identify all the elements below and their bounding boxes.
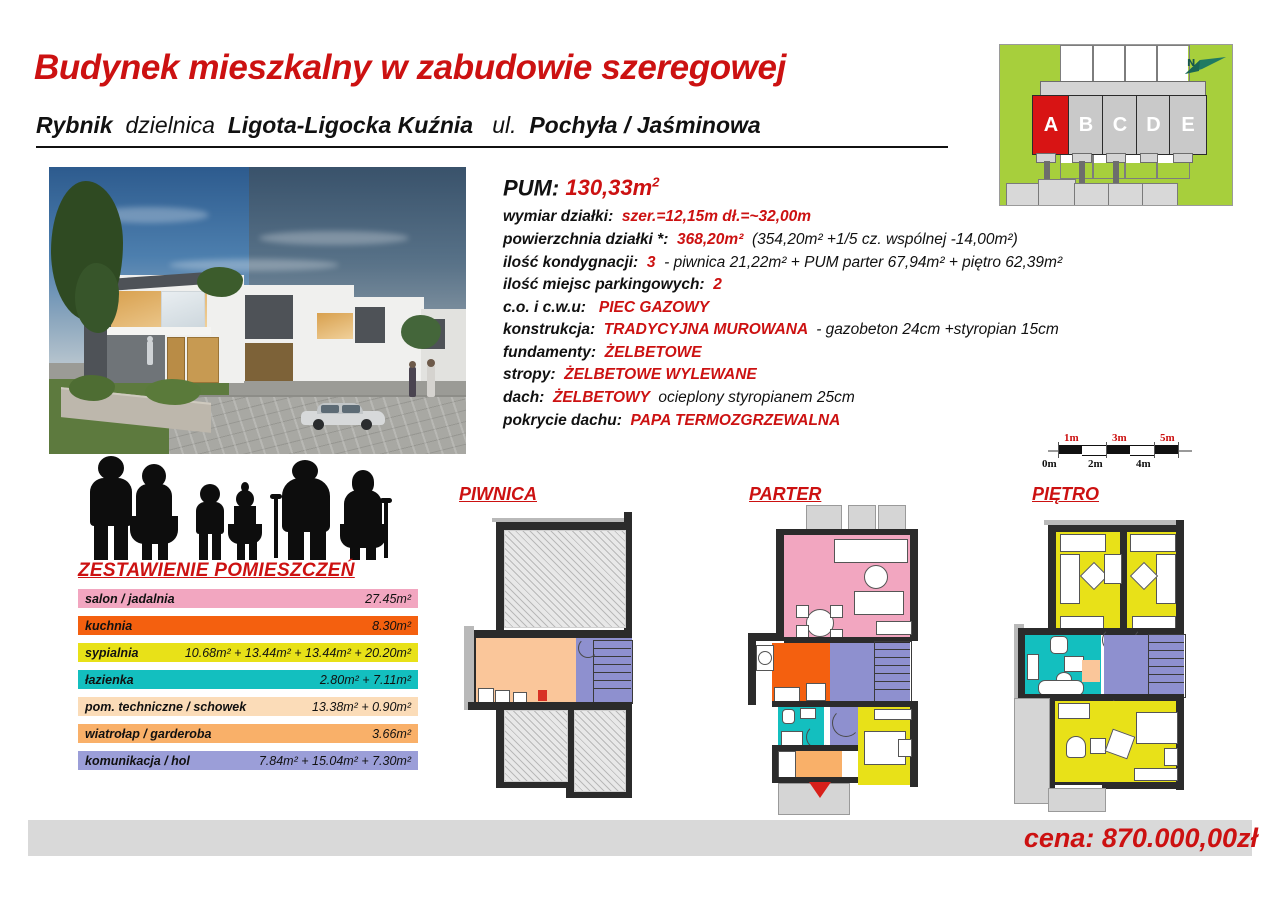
- figure-girl-leg: [249, 542, 257, 560]
- spec-value: ŻELBETOWE: [604, 343, 702, 361]
- room-name: komunikacja / hol: [85, 753, 190, 768]
- spec-pum-sup: 2: [652, 175, 660, 190]
- figure-woman-skirt: [130, 516, 178, 544]
- site-plan-unit-c[interactable]: [1102, 95, 1138, 155]
- scale-bar-segment: [1154, 445, 1178, 454]
- stove: [806, 683, 826, 701]
- specifications-block: [503, 168, 1203, 432]
- site-plan-unit-a[interactable]: [1032, 95, 1070, 155]
- scale-bar-segment: [1130, 445, 1154, 456]
- closet-first: [1082, 660, 1100, 682]
- spec-pum: [503, 168, 1203, 203]
- stair-tread: [1148, 682, 1184, 684]
- wall: [496, 522, 632, 530]
- stair-tread: [593, 648, 631, 650]
- side-table: [1090, 738, 1106, 754]
- unexcavated-area: [574, 710, 626, 792]
- spec-row-ceilings: [503, 364, 1203, 387]
- spec-row-parking: [503, 274, 1203, 297]
- room-area: 2.80m² + 7.11m²: [319, 672, 411, 687]
- figure-walker: [384, 500, 388, 558]
- wall: [496, 702, 504, 788]
- window-frame: [1134, 768, 1178, 781]
- scale-bar-segment: [1106, 445, 1130, 454]
- stair-tread: [593, 680, 631, 682]
- room-name: salon / jadalnia: [85, 591, 175, 606]
- bed: [1060, 554, 1080, 604]
- figure-cane: [274, 496, 278, 558]
- car: [301, 403, 385, 429]
- figure-girl-leg: [237, 542, 245, 560]
- unexcavated-area: [504, 530, 626, 628]
- stair-tread: [874, 673, 910, 675]
- location-subtitle: [36, 112, 966, 139]
- figure-boy-head: [200, 484, 220, 504]
- spec-row-roof-cover: [503, 410, 1203, 433]
- spec-pum-label: PUM:: [503, 175, 560, 201]
- window-band: [245, 295, 293, 339]
- site-plan-unit-label: C: [1112, 113, 1128, 136]
- room-row-lazienka: [78, 670, 418, 689]
- figure-elder-man-leg: [310, 528, 326, 560]
- wall: [1048, 525, 1184, 532]
- front-door: [167, 337, 185, 383]
- boiler: [538, 690, 547, 701]
- site-plan-unit-label: D: [1146, 113, 1161, 136]
- wall-light: [464, 626, 474, 710]
- coffee-table: [864, 565, 888, 589]
- scale-label-4m: 4m: [1136, 458, 1151, 470]
- wall: [468, 630, 632, 638]
- stair-tread: [874, 649, 910, 651]
- scale-bar-tick: [1106, 442, 1107, 458]
- stair-tread: [874, 657, 910, 659]
- scale-bar-tick: [1178, 442, 1179, 458]
- room-name: pom. techniczne / schowek: [85, 699, 247, 714]
- room-area: 10.68m² + 13.44m² + 13.44m² + 20.20m²: [184, 645, 411, 660]
- spec-row-construction: [503, 319, 1203, 342]
- window-small: [297, 319, 307, 343]
- room-row-sypialnia: [78, 643, 418, 662]
- figure-elder-man-body: [282, 478, 330, 532]
- wall: [772, 745, 778, 783]
- room-area: 27.45m²: [365, 591, 411, 606]
- wardrobe: [1164, 748, 1178, 766]
- stair-tread: [593, 688, 631, 690]
- entry-recess: [107, 335, 165, 383]
- stair-tread: [1148, 658, 1184, 660]
- room-name: wiatrołap / garderoba: [85, 726, 212, 741]
- room-row-wiatrolap: [78, 724, 418, 743]
- chair: [796, 605, 809, 618]
- room-area: 13.38m² + 0.90m²: [311, 699, 411, 714]
- city-name: Rybnik: [36, 112, 113, 138]
- scale-label-2m: 2m: [1088, 458, 1103, 470]
- window-band: [355, 307, 385, 343]
- wall: [748, 633, 756, 705]
- figure-woman-leg: [142, 542, 152, 560]
- room-schedule-title: ZESTAWIENIE POMIESZCZEŃ: [78, 560, 355, 581]
- door-swing-icon: [832, 709, 860, 737]
- room-row-salon: [78, 589, 418, 608]
- figure-elder-woman-leg: [366, 546, 376, 560]
- wall: [1176, 520, 1184, 632]
- car-wheel: [313, 419, 324, 430]
- bed: [1136, 712, 1178, 744]
- spec-label: stropy:: [503, 366, 556, 384]
- desk: [1104, 554, 1122, 584]
- balcony-slab: [107, 327, 211, 335]
- site-plan-porch: [1140, 153, 1158, 163]
- site-plan-porch: [1173, 153, 1193, 163]
- spec-row-plot-size: [503, 206, 1203, 229]
- site-plan-unit-b[interactable]: [1068, 95, 1104, 155]
- room-area: 3.66m²: [372, 726, 411, 741]
- wall: [468, 702, 632, 710]
- chair: [830, 605, 843, 618]
- stair-tread: [1148, 674, 1184, 676]
- scale-bar-tick: [1154, 442, 1155, 458]
- wall: [1018, 628, 1025, 698]
- spec-row-storeys: [503, 252, 1203, 275]
- wall: [496, 522, 504, 634]
- spec-value: szer.=12,15m dł.=~32,00m: [621, 208, 812, 226]
- spec-note: - piwnica 21,22m² + PUM parter 67,94m² + piętro 62,39m²: [664, 253, 1063, 271]
- scale-label-3m: 3m: [1112, 432, 1127, 444]
- person-head: [409, 361, 416, 368]
- site-plan-unit-d[interactable]: [1136, 95, 1171, 155]
- unexcavated-area: [504, 710, 568, 782]
- spec-label: wymiar działki:: [503, 208, 614, 226]
- room-vestibule: [794, 751, 842, 779]
- figure-elder-woman-leg: [350, 546, 360, 560]
- cloud: [169, 259, 339, 271]
- person-head: [427, 359, 435, 367]
- room-name: łazienka: [85, 672, 134, 687]
- scale-label-5m: 5m: [1160, 432, 1175, 444]
- spec-row-heating: [503, 297, 1203, 320]
- stair-tread: [593, 656, 631, 658]
- window-glass: [161, 291, 205, 329]
- bed: [1156, 554, 1176, 604]
- floorplan-basement: [462, 512, 652, 812]
- floorplan-title-basement: PIWNICA: [459, 484, 537, 504]
- spec-value: PAPA TERMOZGRZEWALNA: [630, 411, 841, 429]
- car-window: [321, 405, 339, 413]
- person-figure: [427, 365, 435, 397]
- spec-label: pokrycie dachu:: [503, 411, 622, 429]
- wardrobe: [1060, 534, 1106, 552]
- room-schedule-table: [78, 589, 418, 778]
- room-row-kuchnia: [78, 616, 418, 635]
- spec-value: ŻELBETOWY: [552, 389, 650, 407]
- spec-label: ilość miejsc parkingowych:: [503, 276, 705, 294]
- spec-label: dach:: [503, 389, 545, 407]
- cloud: [259, 231, 409, 245]
- cabinet: [1027, 654, 1039, 680]
- scale-bar: [1042, 432, 1198, 474]
- window-lit: [317, 313, 353, 339]
- stair-tread: [593, 664, 631, 666]
- person-figure: [147, 341, 153, 365]
- floorplan-title-first: PIĘTRO: [1032, 484, 1100, 504]
- family-silhouette-graphic: [78, 456, 390, 560]
- tree: [401, 315, 441, 349]
- wardrobe: [1130, 534, 1176, 552]
- stair-tread: [1148, 650, 1184, 652]
- room-name: sypialnia: [85, 645, 139, 660]
- car-window: [342, 405, 360, 413]
- spec-row-plot-area: [503, 229, 1203, 252]
- wall: [1048, 525, 1056, 631]
- spec-note: ocieplony styropianem 25cm: [658, 389, 855, 407]
- floorplan-ground: [748, 505, 938, 815]
- site-plan-unit-label: B: [1078, 113, 1094, 136]
- room-area: 7.84m² + 15.04m² + 7.30m²: [258, 753, 411, 768]
- district-name: Ligota-Ligocka Kuźnia: [227, 112, 474, 138]
- site-plan-unit-label: E: [1181, 113, 1195, 136]
- spec-note: - gazobeton 24cm +styropian 15cm: [816, 321, 1059, 339]
- spec-label: fundamenty:: [503, 343, 596, 361]
- kitchen-counter: [774, 687, 800, 702]
- site-plan-unit-e[interactable]: [1169, 95, 1207, 155]
- scale-bar-segment: [1082, 445, 1106, 456]
- stair-tread: [874, 681, 910, 683]
- figure-elder-woman-skirt: [340, 524, 386, 548]
- stair-tread: [1148, 642, 1184, 644]
- north-arrow-icon: [1182, 55, 1228, 81]
- spec-label: ilość kondygnacji:: [503, 253, 639, 271]
- figure-girl-skirt: [228, 524, 262, 544]
- wardrobe: [898, 739, 912, 757]
- room-row-techniczne: [78, 697, 418, 716]
- sideboard: [1058, 703, 1090, 719]
- figure-man-head: [98, 456, 124, 480]
- title-divider: [36, 146, 948, 148]
- person-figure: [409, 367, 416, 397]
- figure-elder-man-leg: [288, 528, 304, 560]
- floorplan-title-ground: PARTER: [749, 484, 822, 504]
- person-head: [147, 336, 153, 342]
- timber-screen: [187, 337, 219, 383]
- washbasin: [1064, 656, 1084, 672]
- wall: [776, 529, 784, 641]
- figure-cane-handle: [270, 494, 282, 499]
- stair-tread: [874, 689, 910, 691]
- figure-man-leg: [94, 522, 108, 560]
- balcony-slab: [1048, 788, 1106, 812]
- tree: [197, 267, 243, 297]
- scale-bar-tick: [1058, 442, 1059, 458]
- shrub: [69, 375, 115, 401]
- spec-value: PIEC GAZOWY: [598, 298, 710, 316]
- site-plan-unit-label: A: [1043, 113, 1059, 136]
- spec-value: 3: [646, 253, 656, 271]
- timber-screen: [245, 343, 293, 381]
- sink: [758, 651, 772, 665]
- spec-pum-value: 130,33m: [565, 175, 653, 201]
- spec-value: ŻELBETOWE WYLEWANE: [564, 366, 757, 384]
- scale-label-0m: 0m: [1042, 458, 1057, 470]
- room-area: 8.30m²: [372, 618, 411, 633]
- price-text: cena: 870.000,00zł: [1023, 823, 1258, 853]
- door-swing-icon: [578, 638, 598, 658]
- entry-arrow-icon: [808, 781, 832, 799]
- spec-row-roof: [503, 387, 1203, 410]
- page-title: Budynek mieszkalny w zabudowie szeregowej: [34, 48, 786, 87]
- room-name: kuchnia: [85, 618, 133, 633]
- spec-row-foundations: [503, 342, 1203, 365]
- district-label: dzielnica: [125, 112, 215, 138]
- scale-label-1m: 1m: [1064, 432, 1079, 444]
- car-wheel: [361, 419, 372, 430]
- figure-girl-bow: [241, 482, 249, 492]
- stair-tread: [874, 665, 910, 667]
- figure-walker-handle: [380, 498, 392, 503]
- toilet: [1050, 636, 1068, 654]
- figure-boy-leg: [199, 530, 208, 560]
- figure-man-body: [90, 478, 132, 526]
- sofa: [854, 591, 904, 615]
- figure-man-leg: [114, 522, 128, 560]
- spec-value: 2: [713, 276, 722, 294]
- sideboard: [876, 621, 912, 635]
- building-rendering: [49, 167, 466, 454]
- spec-note: (354,20m² +1/5 cz. wspólnej -14,00m²): [751, 230, 1018, 248]
- stair-tread: [593, 672, 631, 674]
- stair-tread: [1148, 666, 1184, 668]
- balcony-slab: [1014, 698, 1050, 804]
- spec-label: konstrukcja:: [503, 321, 596, 339]
- scale-bar-segment: [1058, 445, 1082, 454]
- window-frame: [874, 709, 912, 720]
- spec-value: 368,20m²: [677, 230, 744, 248]
- spec-value: TRADYCYJNA MUROWANA: [603, 321, 808, 339]
- street-name: Pochyła / Jaśminowa: [529, 112, 761, 138]
- tree: [75, 263, 119, 333]
- wall: [1102, 782, 1184, 789]
- spec-label: powierzchnia działki *:: [503, 230, 669, 248]
- floorplan-first: [1014, 520, 1204, 810]
- room-row-komunikacja: [78, 751, 418, 770]
- figure-boy-leg: [212, 530, 221, 560]
- sofa: [834, 539, 908, 563]
- spec-label: c.o. i c.w.u:: [503, 298, 586, 316]
- washbasin: [800, 708, 816, 719]
- svg-text:N: N: [1187, 58, 1196, 69]
- shrub: [145, 379, 201, 405]
- armchair: [1066, 736, 1086, 758]
- figure-woman-leg: [158, 542, 168, 560]
- toilet: [782, 709, 795, 724]
- street-label: ul.: [492, 112, 517, 138]
